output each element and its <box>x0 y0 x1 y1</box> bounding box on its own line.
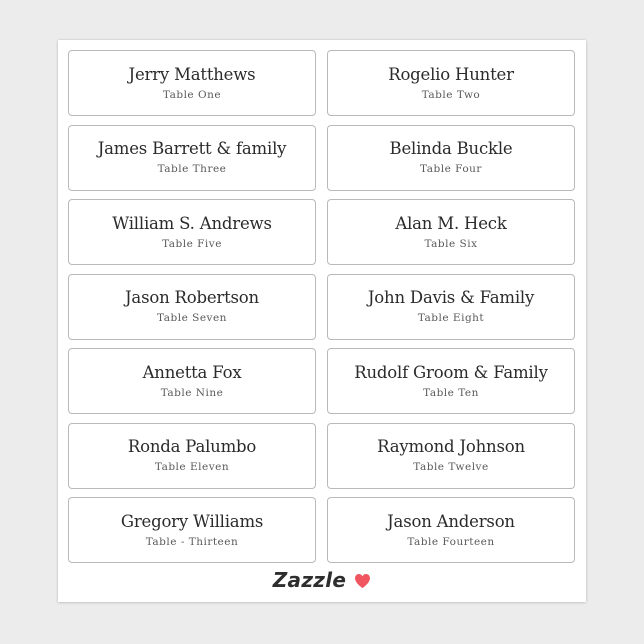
guest-name: Jason Robertson <box>125 288 259 307</box>
guest-name: Ronda Palumbo <box>127 437 257 456</box>
place-card <box>68 274 316 340</box>
brand-footer <box>58 568 586 592</box>
table-label: Table Six <box>424 237 478 250</box>
guest-name: John Davis & Family <box>367 288 535 307</box>
zazzle-logo: Zazzle <box>272 568 347 592</box>
place-card <box>68 497 316 563</box>
place-card <box>327 50 575 116</box>
place-card <box>327 348 575 414</box>
place-card <box>68 199 316 265</box>
heart-icon <box>354 573 371 589</box>
place-card <box>68 125 316 191</box>
guest-name: Gregory Williams <box>120 511 264 531</box>
table-label: Table Two <box>421 88 481 101</box>
table-label: Table Eleven <box>154 461 230 473</box>
guest-name: William S. Andrews <box>112 213 272 233</box>
place-card-grid <box>68 50 576 563</box>
table-label: Table Eight <box>417 312 485 324</box>
table-label: Table Ten <box>423 386 479 399</box>
guest-name: Rogelio Hunter <box>388 64 514 84</box>
table-label: Table Seven <box>157 312 227 324</box>
place-card <box>327 199 575 265</box>
guest-name: Raymond Johnson <box>377 437 525 456</box>
guest-name: Jason Anderson <box>387 511 515 531</box>
guest-name: Alan M. Heck <box>395 213 507 233</box>
table-label: Table Twelve <box>413 461 489 473</box>
table-label: Table Nine <box>160 386 224 399</box>
place-card <box>68 348 316 414</box>
place-card <box>327 423 575 489</box>
guest-name: Annetta Fox <box>142 362 242 382</box>
table-label: Table One <box>162 88 222 101</box>
place-card <box>327 274 575 340</box>
guest-name: James Barrett & family <box>97 139 287 158</box>
sticker-sheet <box>58 40 586 602</box>
guest-name: Belinda Buckle <box>389 139 513 158</box>
table-label: Table Four <box>420 163 482 175</box>
place-card <box>327 125 575 191</box>
guest-name: Rudolf Groom & Family <box>354 362 548 382</box>
table-label: Table Three <box>157 163 227 175</box>
table-label: Table Fourteen <box>407 535 495 548</box>
table-label: Table - Thirteen <box>145 535 239 548</box>
place-card <box>327 497 575 563</box>
place-card <box>68 423 316 489</box>
table-label: Table Five <box>162 237 222 250</box>
place-card <box>68 50 316 116</box>
guest-name: Jerry Matthews <box>128 64 256 84</box>
